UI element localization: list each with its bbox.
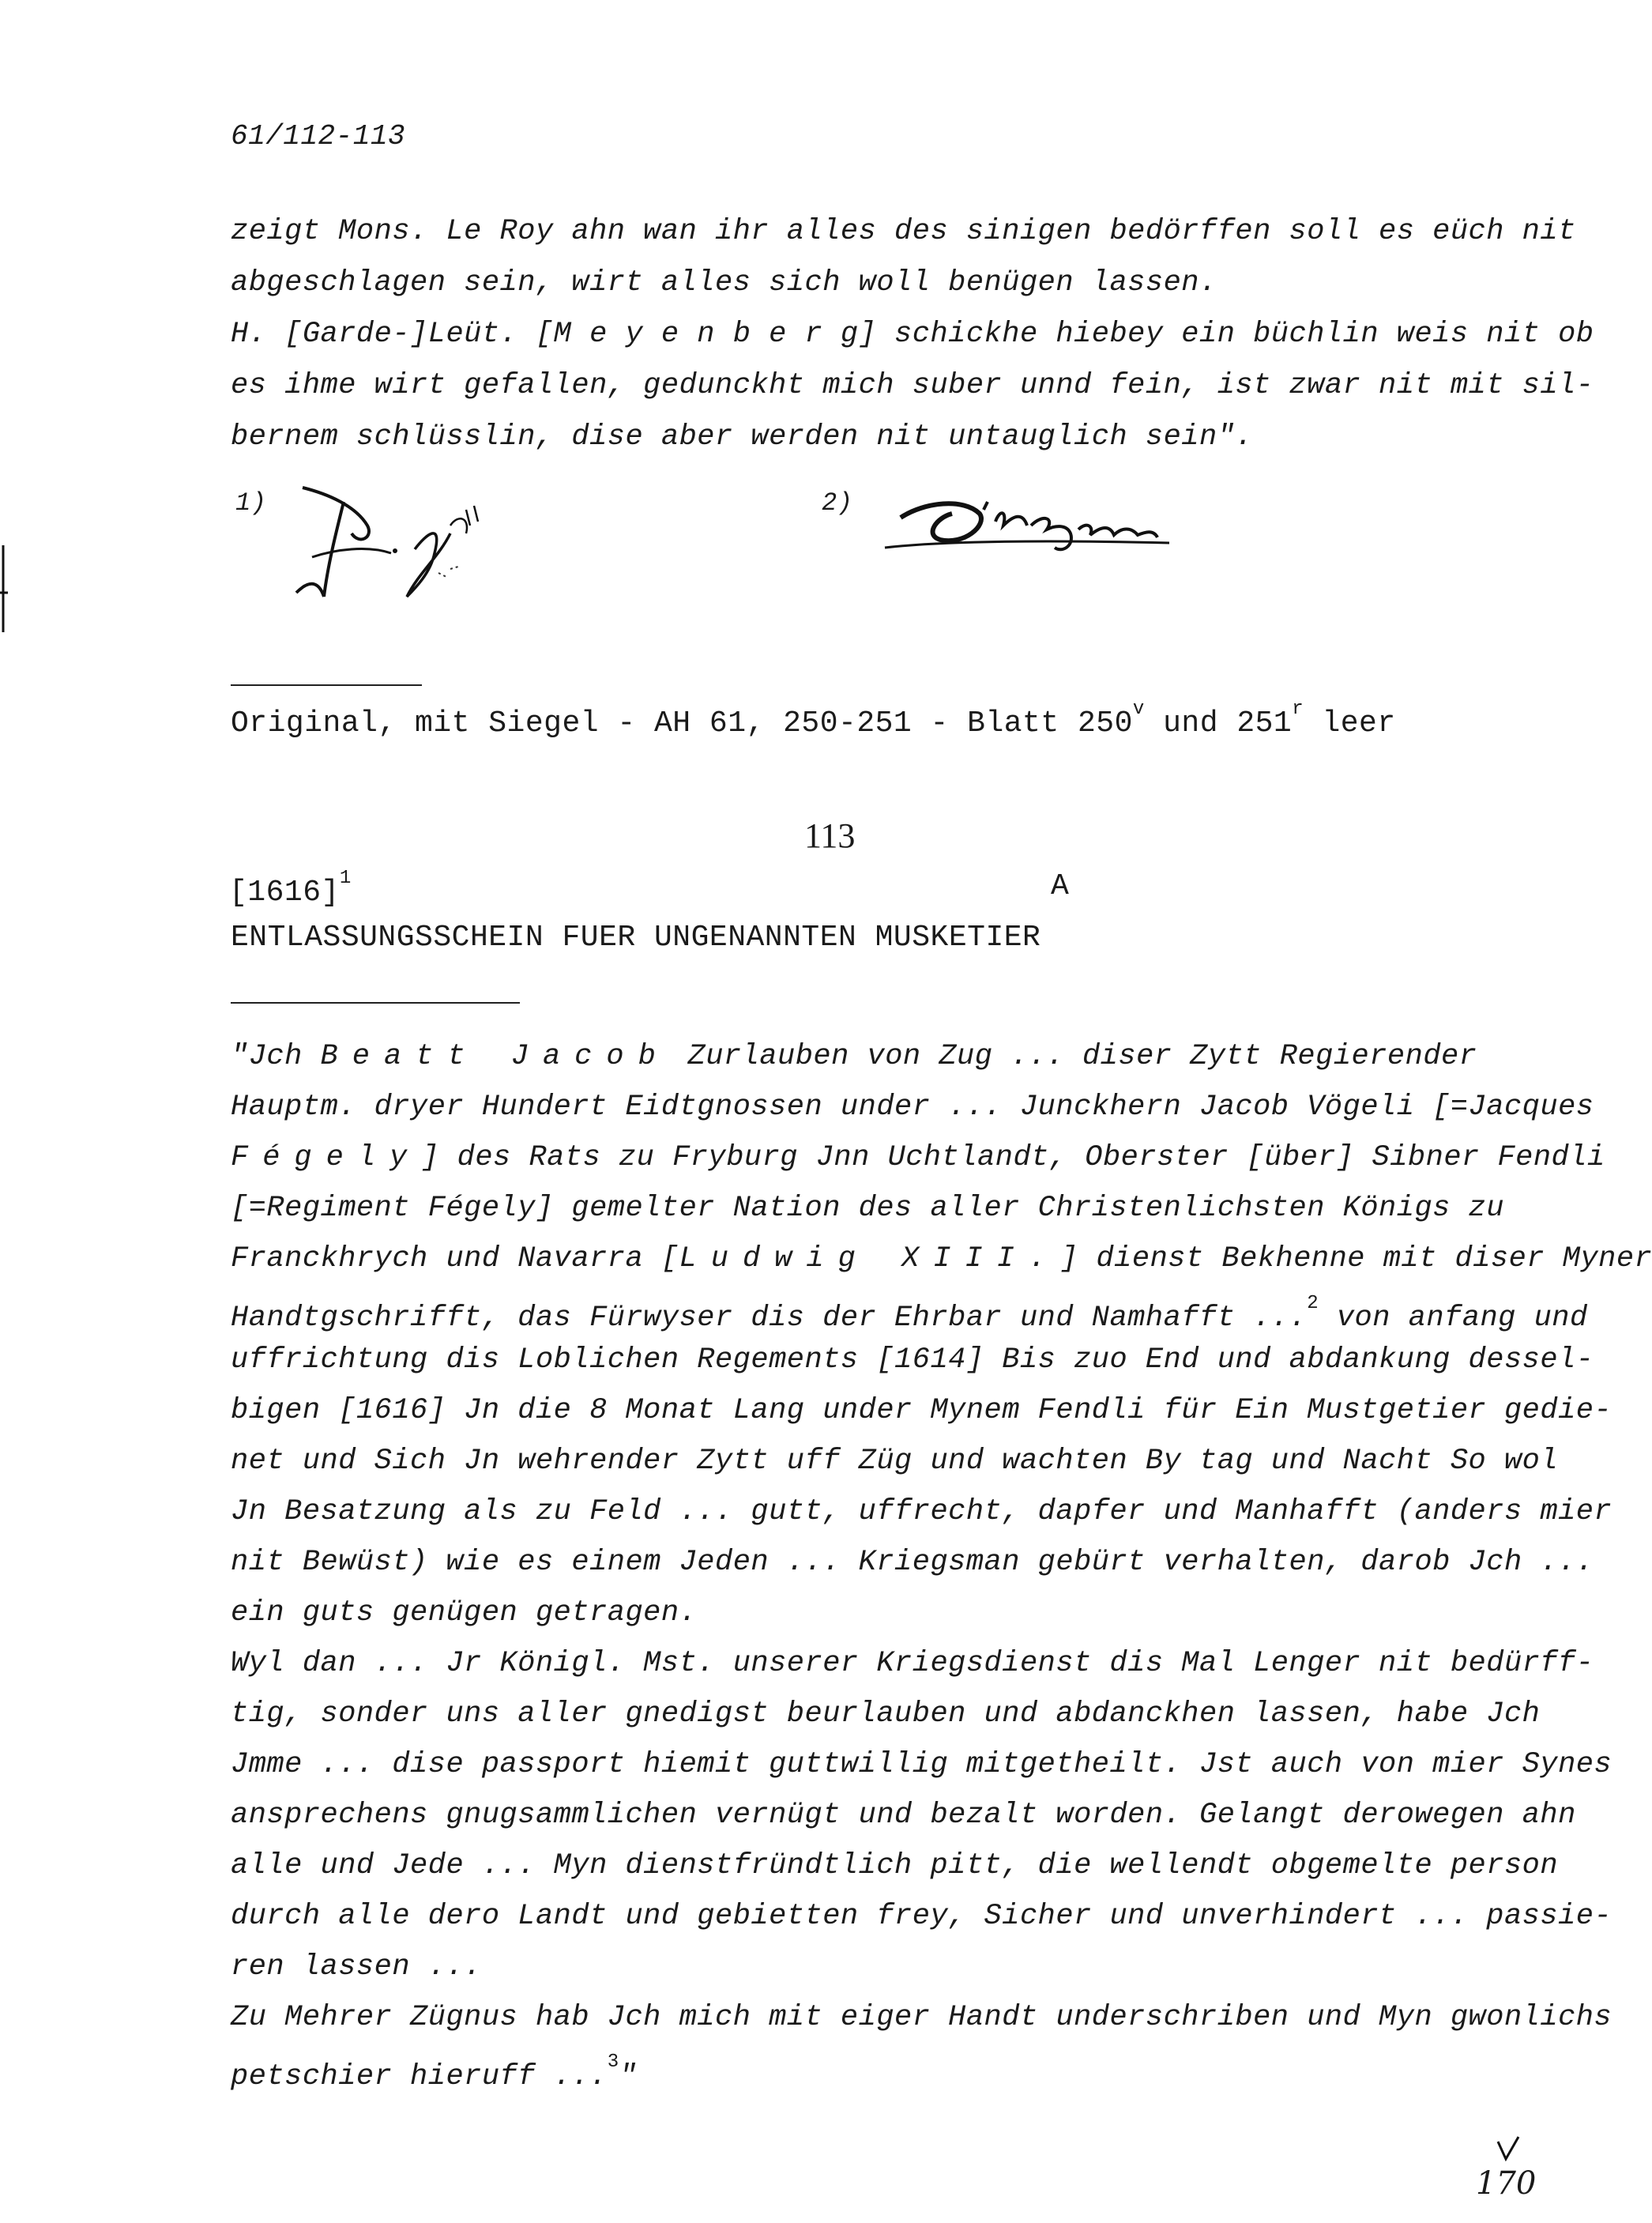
source-note-mid: und 251 bbox=[1144, 706, 1293, 740]
text-run: ] dienst Bekhenne mit diser Myner bbox=[1060, 1242, 1652, 1275]
text-run: von anfang und bbox=[1319, 1302, 1588, 1335]
signature-1-image bbox=[280, 478, 502, 612]
text-run: petschier hieruff ... bbox=[231, 2060, 608, 2093]
text-line: bernem schlüsslin, dise aber werden nit untauglich sein". bbox=[231, 420, 1254, 454]
footnote-ref: 3 bbox=[607, 2052, 619, 2073]
text-line: H. [Garde-]Leüt. [M e y e n b e r g] schickhe hiebey ein büchlin weis nit ob bbox=[231, 318, 1594, 351]
text-line: es ihme wirt gefallen, gedunckht mich suber unnd fein, ist zwar nit mit sil- bbox=[231, 369, 1594, 402]
verso-mark: v bbox=[1132, 699, 1145, 720]
source-note-main: Original, mit Siegel - AH 61, 250-251 - Blatt 250 bbox=[231, 706, 1133, 740]
text-line bbox=[231, 2052, 637, 2093]
spaced-name: Ludwig XIII. bbox=[679, 1242, 1061, 1275]
text-line bbox=[231, 1293, 1588, 1335]
text-line: Wyl dan ... Jr Königl. Mst. unserer Kriegsdienst dis Mal Lenger nit bedürff- bbox=[231, 1647, 1594, 1680]
text-line: uffrichtung dis Loblichen Regements [1614] Bis zuo End und abdankung dessel- bbox=[231, 1343, 1594, 1377]
footnote-ref: 1 bbox=[339, 868, 352, 889]
text-run: " bbox=[619, 2060, 638, 2093]
document-number: 113 bbox=[804, 816, 856, 855]
text-line bbox=[231, 1242, 1652, 1275]
text-run: Franckhrych und Navarra [ bbox=[231, 1242, 679, 1275]
text-run: ] des Rats zu Fryburg Jnn Uchtlandt, Oberster [über] Sibner Fendli bbox=[421, 1141, 1605, 1174]
text-line: bigen [1616] Jn die 8 Monat Lang under Mynem Fendli für Ein Mustgetier gedie- bbox=[231, 1394, 1612, 1427]
text-line: Jn Besatzung als zu Feld ... gutt, uffrecht, dapfer und Manhafft (anders mier bbox=[231, 1495, 1612, 1528]
signature-1-label: 1) bbox=[235, 488, 267, 518]
text-line: Hauptm. dryer Hundert Eidtgnossen under ... Junckhern Jacob Vögeli [=Jacques bbox=[231, 1091, 1594, 1124]
folio-number: 170 bbox=[1476, 2165, 1537, 2202]
text-line: ein guts genügen getragen. bbox=[231, 1596, 698, 1630]
spaced-name: Beatt Jacob bbox=[320, 1040, 670, 1073]
text-line: ren lassen ... bbox=[231, 1950, 482, 1984]
recto-mark: r bbox=[1292, 699, 1304, 720]
document-title: ENTLASSUNGSSCHEIN FUER UNGENANNTEN MUSKETIER bbox=[231, 921, 1041, 955]
footnote-ref: 2 bbox=[1307, 1293, 1319, 1314]
series-letter: A bbox=[1051, 869, 1070, 903]
signature-2-label: 2) bbox=[822, 488, 853, 518]
text-line: Zu Mehrer Zügnus hab Jch mich mit eiger Handt underschriben und Myn gwonlichs bbox=[231, 2001, 1612, 2034]
text-line: net und Sich Jn wehrender Zytt uff Züg und wachten By tag und Nacht So wol bbox=[231, 1445, 1559, 1478]
text-line: nit Bewüst) wie es einem Jeden ... Kriegsman gebürt verhalten, darob Jch ... bbox=[231, 1546, 1594, 1579]
page-reference: 61/112-113 bbox=[231, 120, 406, 153]
text-line: alle und Jede ... Myn dienstfründtlich pitt, die wellendt obgemelte person bbox=[231, 1849, 1559, 1882]
text-run: "Jch bbox=[231, 1040, 321, 1073]
binding-mark bbox=[0, 545, 11, 640]
text-line: [=Regiment Fégely] gemelter Nation des aller Christenlichsten Königs zu bbox=[231, 1192, 1504, 1225]
document-date bbox=[229, 868, 352, 910]
date-text: [1616] bbox=[229, 876, 340, 910]
source-rule bbox=[231, 684, 422, 686]
text-line: abgeschlagen sein, wirt alles sich woll benügen lassen. bbox=[231, 266, 1217, 300]
text-line: zeigt Mons. Le Roy ahn wan ihr alles des sinigen bedörffen soll es eüch nit bbox=[231, 215, 1576, 248]
text-line: tig, sonder uns aller gnedigst beurlauben und abdanckhen lassen, habe Jch bbox=[231, 1697, 1541, 1731]
text-run: Handtgschrifft, das Fürwyser dis der Ehrbar und Namhafft ... bbox=[231, 1302, 1308, 1335]
text-run: Zurlauben von Zug ... diser Zytt Regierender bbox=[669, 1040, 1477, 1073]
text-line: durch alle dero Landt und gebietten frey, Sicher und unverhindert ... passie- bbox=[231, 1900, 1612, 1933]
source-note bbox=[231, 699, 1396, 740]
text-line bbox=[231, 1040, 1477, 1073]
title-rule bbox=[231, 1002, 520, 1004]
text-line bbox=[231, 1141, 1605, 1174]
text-line: ansprechens gnugsammlichen vernügt und bezalt worden. Gelangt derowegen ahn bbox=[231, 1799, 1576, 1832]
source-note-end: leer bbox=[1304, 706, 1396, 740]
text-line: Jmme ... dise passport hiemit guttwillig mitgetheilt. Jst auch von mier Synes bbox=[231, 1748, 1612, 1781]
checkmark-icon bbox=[1493, 2134, 1525, 2165]
spaced-name: Fégely bbox=[231, 1141, 422, 1174]
signature-2-image bbox=[877, 478, 1177, 565]
